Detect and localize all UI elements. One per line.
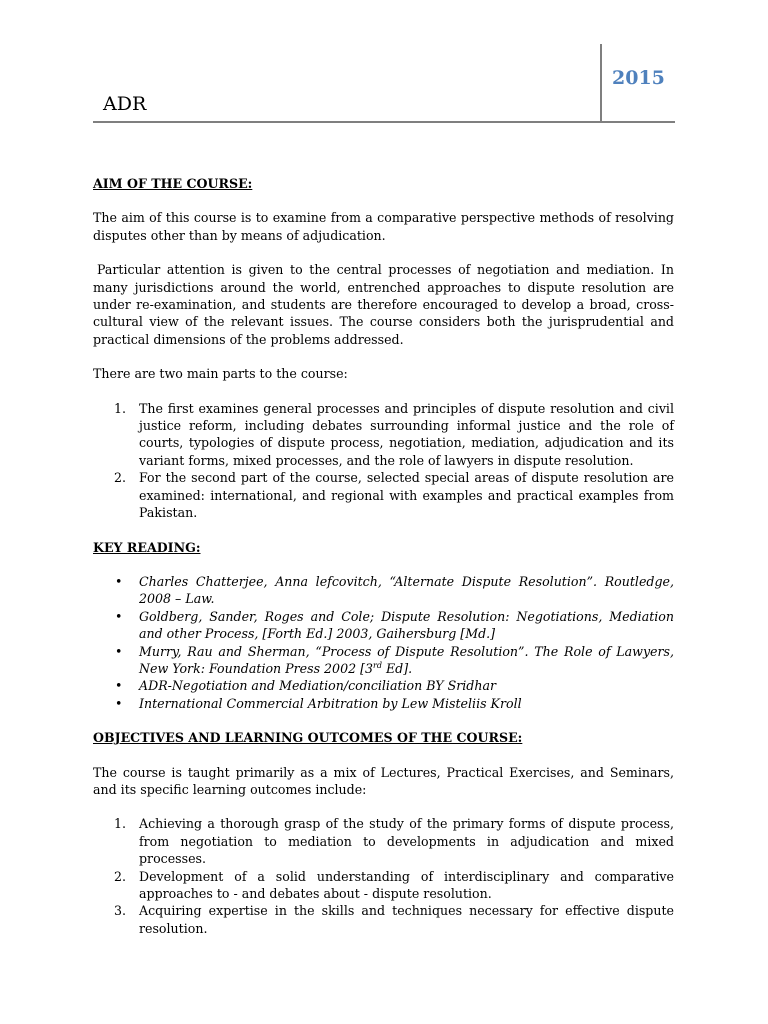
bullet-icon: • bbox=[115, 608, 123, 624]
objectives-intro: The course is taught primarily as a mix of Lectures, Practical Exercises, and Seminars, and its specific learning outcomes include: bbox=[93, 764, 674, 797]
list-item: • Charles Chatterjee, Anna lefcovitch, “Alternate Dispute Resolution”. Routledge, 2008 – Law. bbox=[115, 573, 674, 607]
aim-paragraph-1: The aim of this course is to examine from a comparative perspective methods of resolving disputes other than by means of adjudication. bbox=[93, 210, 674, 243]
document-title: ADR bbox=[103, 93, 147, 115]
course-parts-list bbox=[93, 400, 674, 522]
header-horizontal-divider bbox=[93, 121, 675, 123]
list-item: • Murry, Rau and Sherman, “Process of Dispute Resolution”. The Role of Lawyers, New York: Foundation Press 2002 [3rd Ed]. bbox=[115, 643, 674, 676]
list-item: 1. The first examines general processes and principles of dispute resolution and civil justice reform, including debates surrounding informal justice and the role of courts, typologies of dispute process, negotiation, mediation, adjudication and its variant forms, mixed processes, and the role of lawyers in dispute resolution. bbox=[114, 400, 674, 468]
list-item: • ADR-Negotiation and Mediation/conciliation BY Sridhar bbox=[115, 678, 496, 694]
bullet-icon: • bbox=[115, 573, 123, 589]
bullet-icon: • bbox=[115, 695, 123, 711]
objectives-heading: OBJECTIVES AND LEARNING OUTCOMES OF THE COURSE: bbox=[93, 730, 523, 746]
document-year: 2015 bbox=[612, 67, 665, 89]
list-item: 2. Development of a solid understanding of interdisciplinary and comparative approaches to - and debates about - dispute resolution. bbox=[114, 868, 674, 901]
list-item: • International Commercial Arbitration by Lew Misteliis Kroll bbox=[115, 695, 522, 711]
header-vertical-divider bbox=[600, 44, 602, 122]
aim-heading: AIM OF THE COURSE: bbox=[93, 176, 253, 191]
list-item: 1. Achieving a thorough grasp of the study of the primary forms of dispute process, from negotiation to mediation to developments in adjudication and mixed processes. bbox=[114, 816, 674, 867]
aim-paragraph-2: Particular attention is given to the central processes of negotiation and mediation. In many jurisdictions around the world, entrenched approaches to dispute resolution are under re-examination, and students are therefore encouraged to develop a broad, cross-cultural view of the relevant issues. The course considers both the jurisprudential and practical dimensions of the problems addressed. bbox=[93, 262, 674, 347]
key-reading-heading: KEY READING: bbox=[93, 539, 201, 555]
document-body bbox=[93, 175, 674, 937]
aim-paragraph-3: There are two main parts to the course: bbox=[93, 366, 348, 382]
key-reading-list bbox=[93, 573, 674, 712]
bullet-icon: • bbox=[115, 678, 123, 694]
list-item: 3. Acquiring expertise in the skills and techniques necessary for effective dispute resolution. bbox=[114, 903, 674, 936]
learning-outcomes-list bbox=[93, 815, 674, 937]
list-item: • Goldberg, Sander, Roges and Cole; Dispute Resolution: Negotiations, Mediation and other Process, [Forth Ed.] 2003, Gaihersburg [Md.] bbox=[115, 608, 674, 642]
list-item: 2. For the second part of the course, selected special areas of dispute resolution are examined: international, and regional with examples and practical examples from Pakistan. bbox=[114, 470, 674, 521]
bullet-icon: • bbox=[115, 643, 123, 659]
